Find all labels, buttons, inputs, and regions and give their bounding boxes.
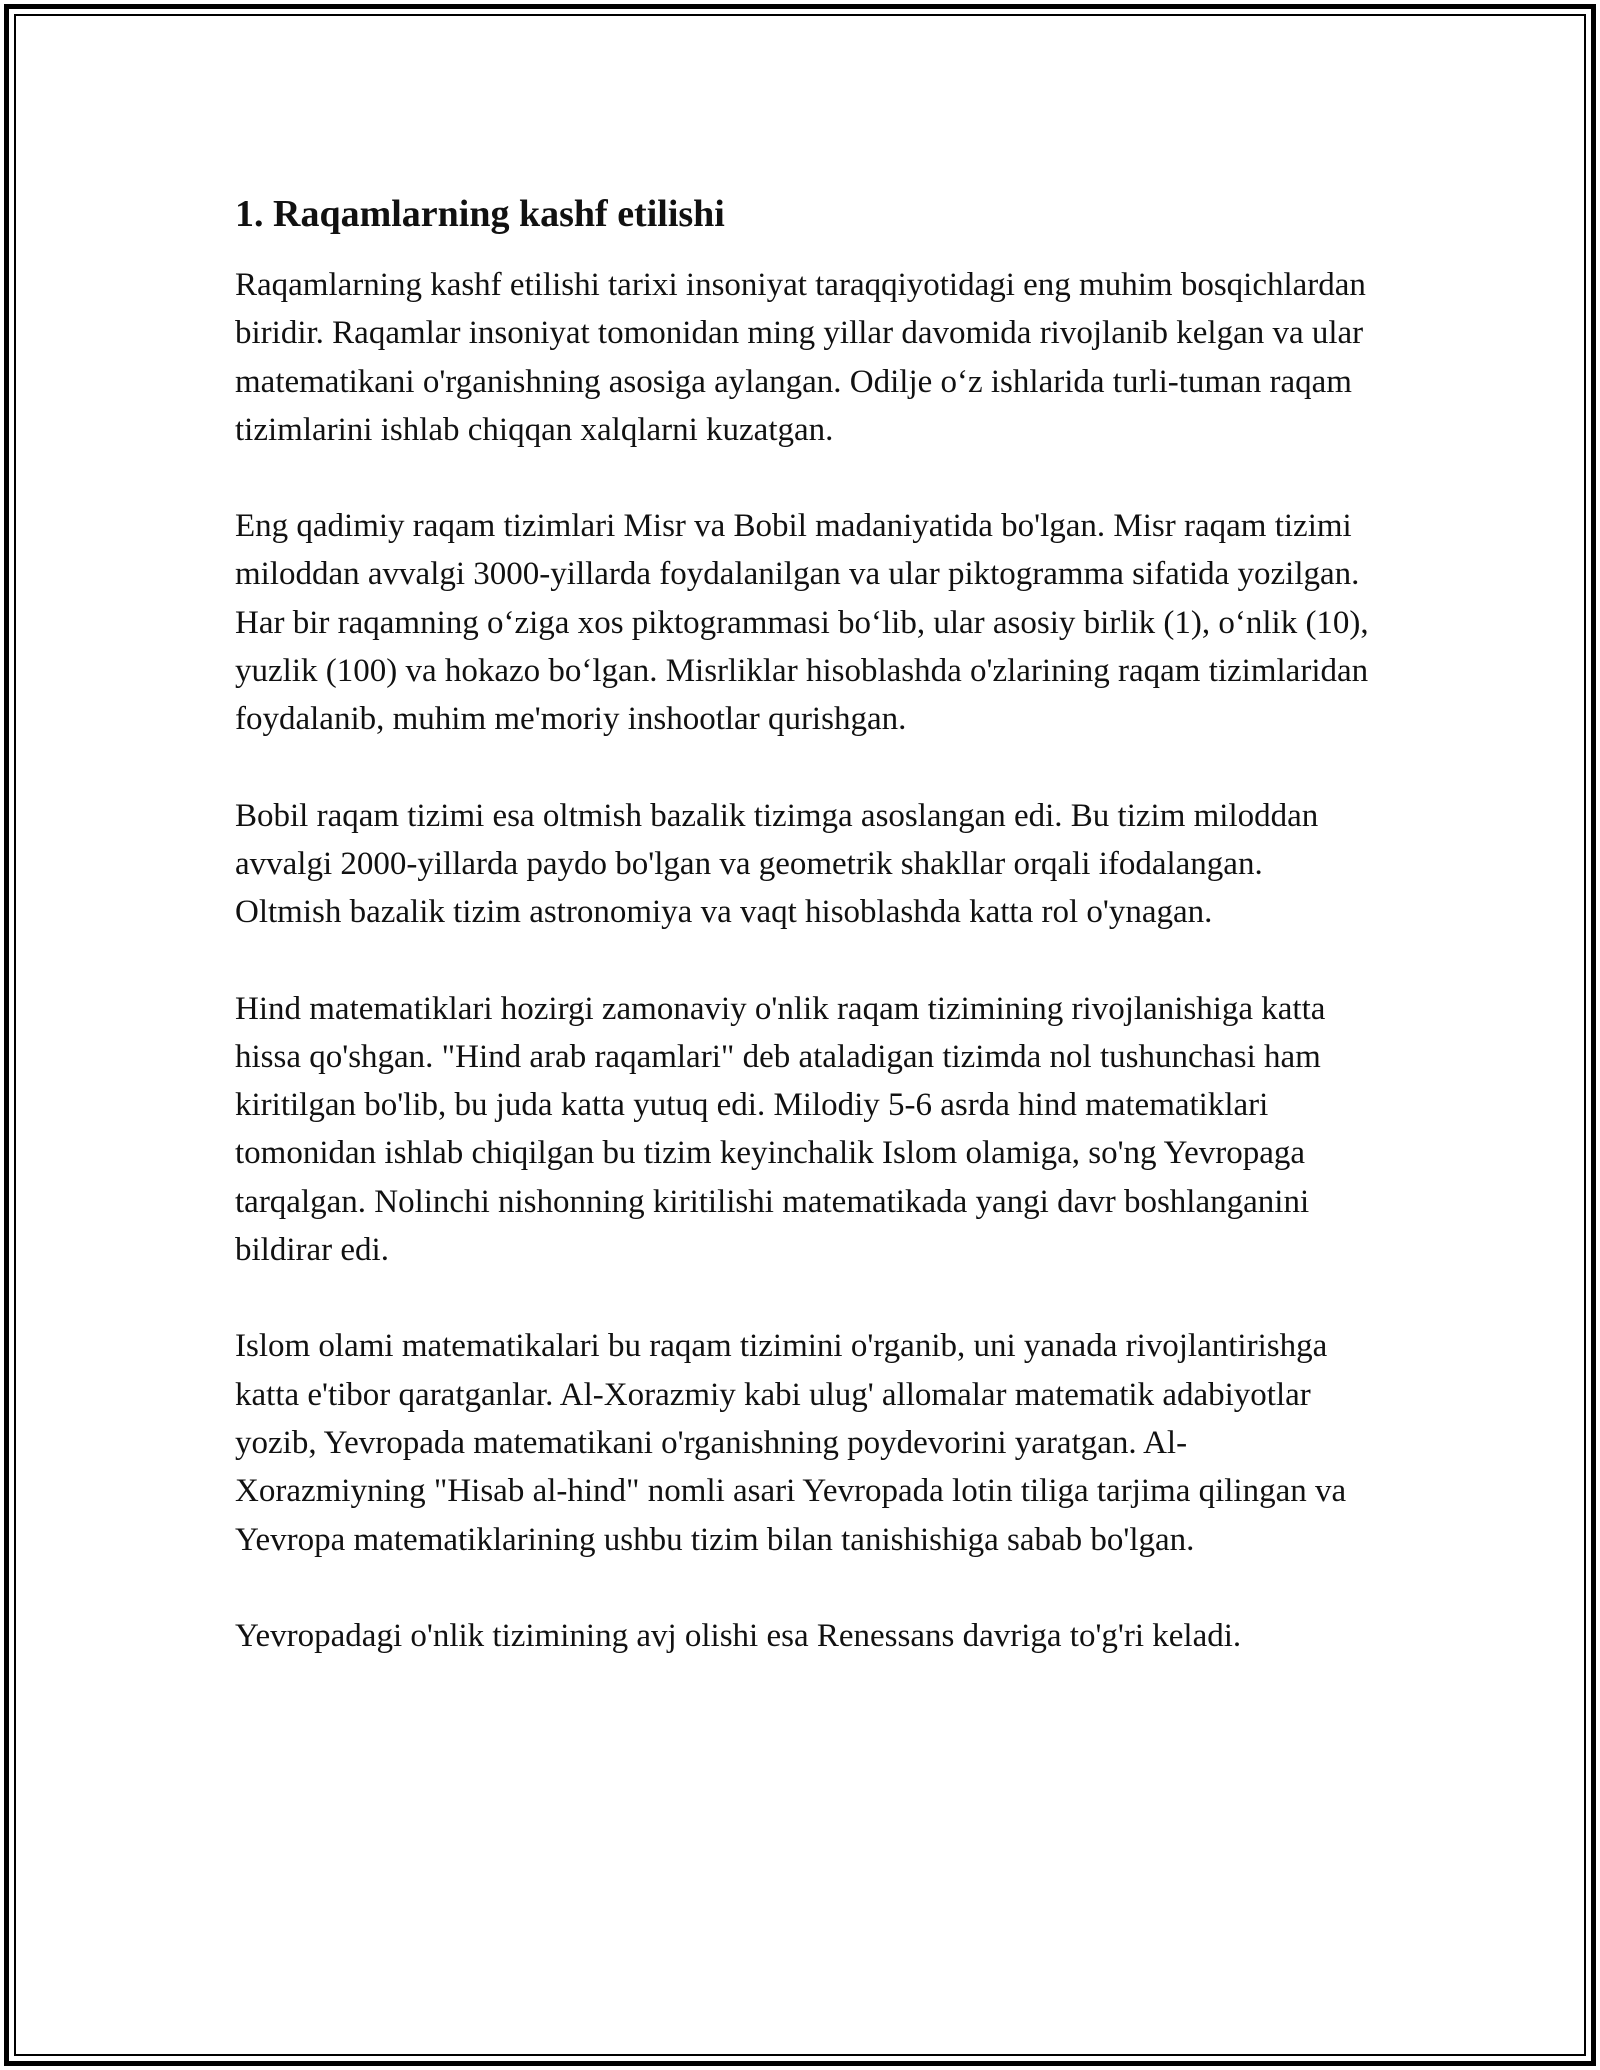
paragraph-hindu-mathematicians: Hind matematiklari hozirgi zamonaviy o'nlik raqam tizimining rivojlanishiga katta hissa qo'shgan. "Hind arab raqamlari" deb ataladigan tizimda nol tushunchasi ham kiritilgan bo'lib, bu juda katta yutuq edi. Milodiy 5-6 asrda hind matematiklari tomonidan ishlab chiqilgan bu tizim keyinchalik Islom olamiga, so'ng Yevropaga tarqalgan. Nolinchi nishonning kiritilishi matematikada yangi davr boshlanganini bildirar edi. bbox=[235, 990, 1326, 1269]
paragraph-islamic-world: Islom olami matematikalari bu raqam tizimini o'rganib, uni yanada rivojlantirishga katta e'tibor qaratganlar. Al-Xorazmiy kabi ulug' allomalar matematik adabiyotlar yozib, Yevropada matematikani o'rganishning poydevorini yaratgan. Al-Xorazmiyning "Hisab al-hind" nomli asari Yevropada lotin tiliga tarjima qilingan va Yevropa matematiklarining ushbu tizim bilan tanishishiga sabab bo'lgan. bbox=[235, 1328, 1347, 1558]
paragraph-intro: Raqamlarning kashf etilishi tarixi insoniyat taraqqiyotidagi eng muhim bosqichlardan biridir. Raqamlar insoniyat tomonidan ming yillar davomida rivojlanib kelgan va ular matematikani o'rganishning asosiga aylangan. Odilje o‘z ishlarida turli-tuman raqam tizimlarini ishlab chiqqan xalqlarni kuzatgan. bbox=[235, 267, 1366, 448]
paragraph-egypt-babylon: Eng qadimiy raqam tizimlari Misr va Bobil madaniyatida bo'lgan. Misr raqam tizimi miloddan avvalgi 3000-yillarda foydalanilgan va ular piktogramma sifatida yozilgan. Har bir raqamning o‘ziga xos piktogrammasi bo‘lib, ular asosiy birlik (1), o‘nlik (10), yuzlik (100) va hokazo bo‘lgan. Misrliklar hisoblashda o'zlarining raqam tizimlaridan foydalanib, muhim me'moriy inshootlar qurishgan. bbox=[235, 508, 1369, 738]
paragraph-europe-renaissance: Yevropadagi o'nlik tizimining avj olishi esa Renessans davriga to'g'ri keladi. bbox=[235, 1617, 1242, 1654]
section-heading: 1. Raqamlarning kashf etilishi bbox=[235, 193, 725, 235]
paragraph-babylon-system: Bobil raqam tizimi esa oltmish bazalik tizimga asoslangan edi. Bu tizim miloddan avvalgi 2000-yillarda paydo bo'lgan va geometrik shakllar orqali ifodalangan. Oltmish bazalik tizim astronomiya va vaqt hisoblashda katta rol o'ynagan. bbox=[235, 797, 1319, 931]
document-body bbox=[235, 185, 1375, 1660]
